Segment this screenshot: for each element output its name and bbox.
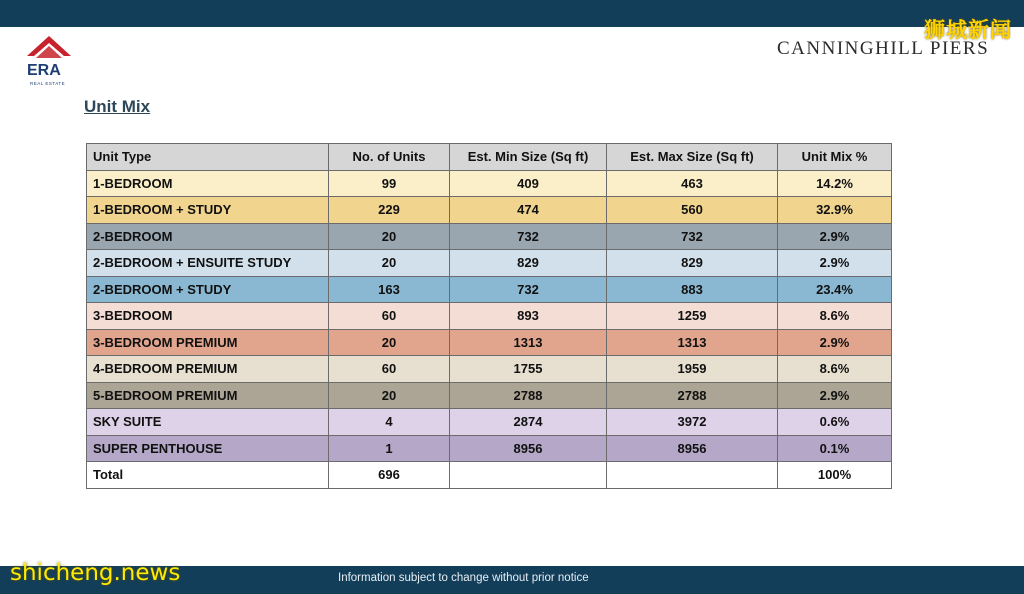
table-row (87, 303, 892, 330)
table-row (87, 329, 892, 356)
cell-no-of-units: 20 (329, 250, 450, 277)
cell-max-size: 8956 (607, 435, 778, 462)
cell-max-size: 1259 (607, 303, 778, 330)
cell-min-size: 1755 (450, 356, 607, 383)
cell-max-size: 732 (607, 223, 778, 250)
cell-max-size: 463 (607, 170, 778, 197)
cell-unit-type: Total (87, 462, 329, 489)
cell-unit-mix: 8.6% (778, 356, 892, 383)
cell-min-size: 829 (450, 250, 607, 277)
cell-unit-mix: 32.9% (778, 197, 892, 224)
cell-min-size: 409 (450, 170, 607, 197)
table-row (87, 382, 892, 409)
cell-max-size: 1959 (607, 356, 778, 383)
cell-unit-mix: 23.4% (778, 276, 892, 303)
table-row (87, 356, 892, 383)
cell-min-size: 474 (450, 197, 607, 224)
cell-unit-mix: 8.6% (778, 303, 892, 330)
cell-unit-type: SUPER PENTHOUSE (87, 435, 329, 462)
cell-unit-type: 3-BEDROOM PREMIUM (87, 329, 329, 356)
logo-subtitle: REAL ESTATE (30, 81, 66, 86)
cell-max-size: 1313 (607, 329, 778, 356)
cell-min-size: 732 (450, 223, 607, 250)
table-row (87, 250, 892, 277)
cell-unit-type: 1-BEDROOM + STUDY (87, 197, 329, 224)
cell-unit-mix: 0.1% (778, 435, 892, 462)
table-row (87, 409, 892, 436)
cell-max-size: 3972 (607, 409, 778, 436)
cell-unit-type: 1-BEDROOM (87, 170, 329, 197)
cell-no-of-units: 20 (329, 382, 450, 409)
table-header-row (87, 144, 892, 171)
watermark-bottom: shicheng.news (10, 560, 181, 586)
cell-unit-type: SKY SUITE (87, 409, 329, 436)
cell-no-of-units: 1 (329, 435, 450, 462)
house-roof-icon (24, 34, 74, 64)
section-title: Unit Mix (84, 97, 151, 116)
header-unit-mix: Unit Mix % (778, 144, 892, 171)
cell-min-size: 732 (450, 276, 607, 303)
era-logo (24, 34, 74, 92)
cell-max-size (607, 462, 778, 489)
table-row (87, 170, 892, 197)
table-row (87, 435, 892, 462)
cell-no-of-units: 20 (329, 223, 450, 250)
header-min-size: Est. Min Size (Sq ft) (450, 144, 607, 171)
unit-mix-table (86, 143, 892, 489)
table-row (87, 276, 892, 303)
cell-unit-mix: 2.9% (778, 382, 892, 409)
cell-unit-mix: 0.6% (778, 409, 892, 436)
cell-max-size: 560 (607, 197, 778, 224)
table-row (87, 197, 892, 224)
cell-no-of-units: 60 (329, 303, 450, 330)
cell-no-of-units: 60 (329, 356, 450, 383)
cell-no-of-units: 99 (329, 170, 450, 197)
cell-max-size: 883 (607, 276, 778, 303)
watermark-top: 狮城新闻 (924, 18, 1012, 42)
cell-min-size: 8956 (450, 435, 607, 462)
cell-unit-type: 2-BEDROOM + STUDY (87, 276, 329, 303)
cell-no-of-units: 20 (329, 329, 450, 356)
cell-unit-mix: 14.2% (778, 170, 892, 197)
cell-unit-mix: 2.9% (778, 329, 892, 356)
cell-min-size: 2874 (450, 409, 607, 436)
header-no-of-units: No. of Units (329, 144, 450, 171)
cell-min-size: 893 (450, 303, 607, 330)
table-row (87, 223, 892, 250)
table-row (87, 462, 892, 489)
cell-min-size: 1313 (450, 329, 607, 356)
header-max-size: Est. Max Size (Sq ft) (607, 144, 778, 171)
cell-unit-mix: 2.9% (778, 223, 892, 250)
cell-max-size: 2788 (607, 382, 778, 409)
cell-unit-type: 3-BEDROOM (87, 303, 329, 330)
cell-unit-type: 2-BEDROOM (87, 223, 329, 250)
cell-unit-type: 4-BEDROOM PREMIUM (87, 356, 329, 383)
cell-min-size (450, 462, 607, 489)
top-bar (0, 0, 1024, 27)
cell-unit-type: 2-BEDROOM + ENSUITE STUDY (87, 250, 329, 277)
header-unit-type: Unit Type (87, 144, 329, 171)
cell-unit-mix: 2.9% (778, 250, 892, 277)
cell-no-of-units: 4 (329, 409, 450, 436)
footer-notice: Information subject to change without prior notice (338, 572, 589, 584)
cell-unit-type: 5-BEDROOM PREMIUM (87, 382, 329, 409)
logo-name: ERA (27, 62, 61, 79)
cell-max-size: 829 (607, 250, 778, 277)
cell-unit-mix: 100% (778, 462, 892, 489)
cell-min-size: 2788 (450, 382, 607, 409)
cell-no-of-units: 696 (329, 462, 450, 489)
brand-title: CANNINGHILL PIERS (777, 38, 990, 59)
cell-no-of-units: 163 (329, 276, 450, 303)
cell-no-of-units: 229 (329, 197, 450, 224)
